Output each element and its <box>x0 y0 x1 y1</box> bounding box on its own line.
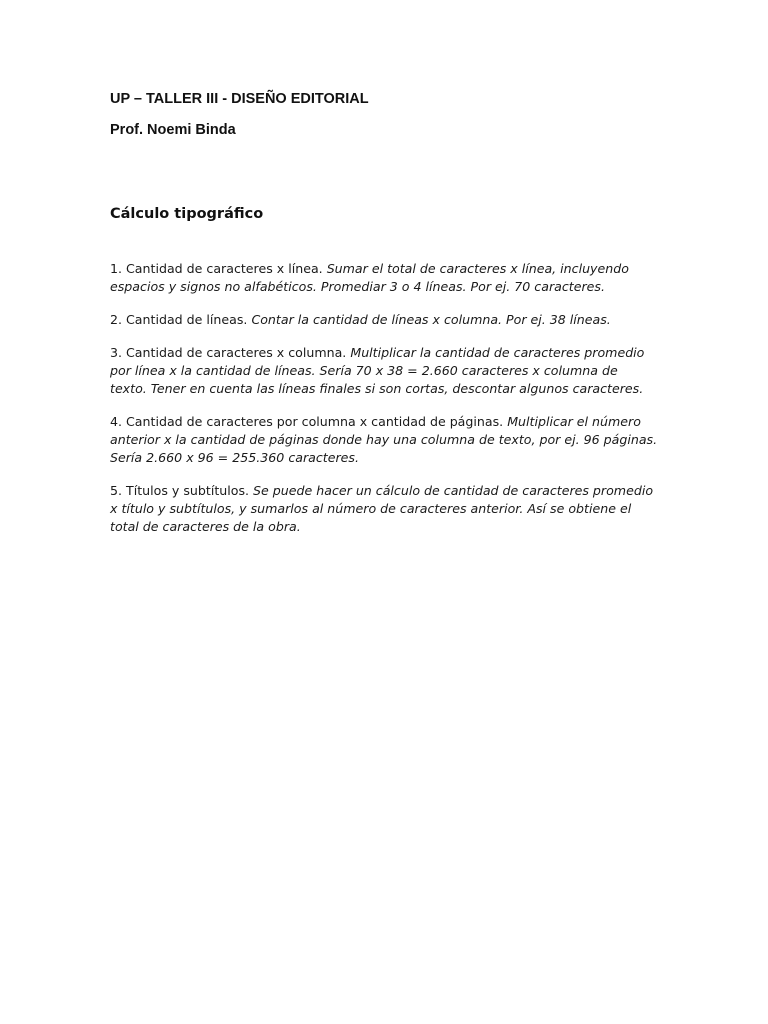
step-description: Multiplicar la cantidad de caracteres promedio por línea x la cantidad de líneas. Sería 70 x 38 = 2.660 caracteres x columna de texto. Tener en cuenta las líneas finales si son cortas, descontar algunos caracteres. <box>110 345 645 396</box>
step-item <box>110 260 658 296</box>
steps-list <box>110 260 658 551</box>
professor-name: Prof. Noemi Binda <box>110 122 236 138</box>
section-title: Cálculo tipográfico <box>110 206 264 222</box>
step-description: Se puede hacer un cálculo de cantidad de caracteres promedio x título y subtítulos, y sumarlos al número de caracteres anterior. Así se obtiene el total de caracteres de la obra. <box>110 483 654 534</box>
step-description: Contar la cantidad de líneas x columna. Por ej. 38 líneas. <box>251 312 611 327</box>
course-title: UP – TALLER III - DISEÑO EDITORIAL <box>110 91 369 107</box>
step-description: Sumar el total de caracteres x línea, incluyendo espacios y signos no alfabéticos. Promediar 3 o 4 líneas. Por ej. 70 caracteres. <box>110 261 629 294</box>
step-lead: 4. Cantidad de caracteres por columna x cantidad de páginas. <box>110 414 504 429</box>
step-item <box>110 344 658 398</box>
step-lead: 2. Cantidad de líneas. <box>110 312 248 327</box>
step-item <box>110 482 658 536</box>
step-lead: 1. Cantidad de caracteres x línea. <box>110 261 323 276</box>
step-lead: 5. Títulos y subtítulos. <box>110 483 250 498</box>
step-item <box>110 413 658 467</box>
step-item <box>110 311 658 329</box>
step-description: Multiplicar el número anterior x la cantidad de páginas donde hay una columna de texto, por ej. 96 páginas. Sería 2.660 x 96 = 255.360 caracteres. <box>110 414 658 465</box>
step-lead: 3. Cantidad de caracteres x columna. <box>110 345 347 360</box>
